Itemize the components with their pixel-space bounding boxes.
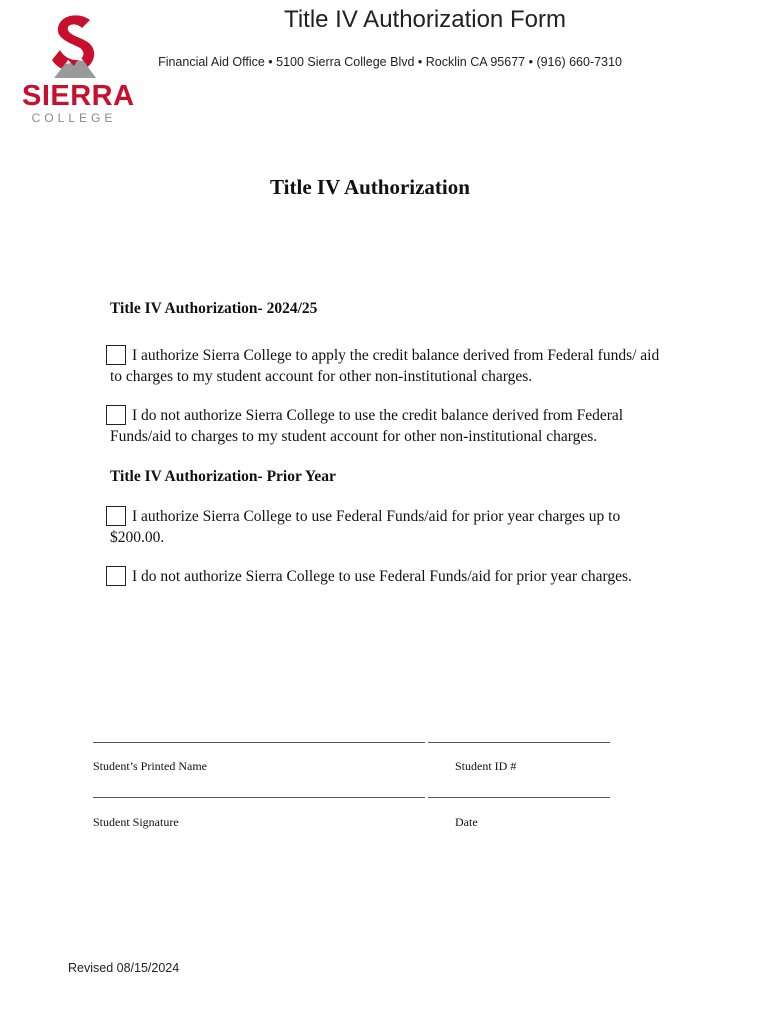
option-label: I do not authorize Sierra College to use Federal Funds/aid for prior year charges. xyxy=(132,568,632,585)
revision-date: Revised 08/15/2024 xyxy=(68,961,180,975)
date-label: Date xyxy=(455,815,478,829)
signature-label: Student Signature xyxy=(93,815,179,829)
sierra-college-logo xyxy=(22,12,135,128)
sierra-s-mountain-icon xyxy=(22,12,126,82)
decline-current-checkbox[interactable] xyxy=(106,405,126,425)
signature-field[interactable] xyxy=(93,797,425,799)
option-current-decline xyxy=(110,405,670,447)
option-prior-authorize xyxy=(110,506,670,548)
logo-wordmark: SIERRA xyxy=(22,80,135,112)
option-label: I authorize Sierra College to use Federal Funds/aid for prior year charges up to $200.00. xyxy=(110,508,621,546)
authorize-prior-checkbox[interactable] xyxy=(106,506,126,526)
option-label: I authorize Sierra College to apply the credit balance derived from Federal funds/ aid to charges to my student account for other non-institutional charges. xyxy=(110,347,660,385)
contact-line: Financial Aid Office • 5100 Sierra College Blvd • Rocklin CA 95677 • (916) 660-7310 xyxy=(158,55,622,69)
option-prior-decline xyxy=(110,566,670,588)
section-heading-prior-year: Title IV Authorization- Prior Year xyxy=(110,468,336,485)
student-id-label: Student ID # xyxy=(455,759,517,773)
logo-subword: COLLEGE xyxy=(31,111,117,125)
printed-name-field[interactable] xyxy=(93,742,425,744)
date-field[interactable] xyxy=(428,797,610,799)
section-heading-current-year: Title IV Authorization- 2024/25 xyxy=(110,300,318,317)
option-label: I do not authorize Sierra College to use the credit balance derived from Federal Funds/aid to charges to my student account for other non-institutional charges. xyxy=(110,407,624,445)
student-id-field[interactable] xyxy=(428,742,610,744)
printed-name-label: Student’s Printed Name xyxy=(93,759,207,773)
option-current-authorize xyxy=(110,345,670,387)
decline-prior-checkbox[interactable] xyxy=(106,566,126,586)
page-title: Title IV Authorization xyxy=(270,175,470,199)
authorize-current-checkbox[interactable] xyxy=(106,345,126,365)
form-title: Title IV Authorization Form xyxy=(284,6,566,33)
